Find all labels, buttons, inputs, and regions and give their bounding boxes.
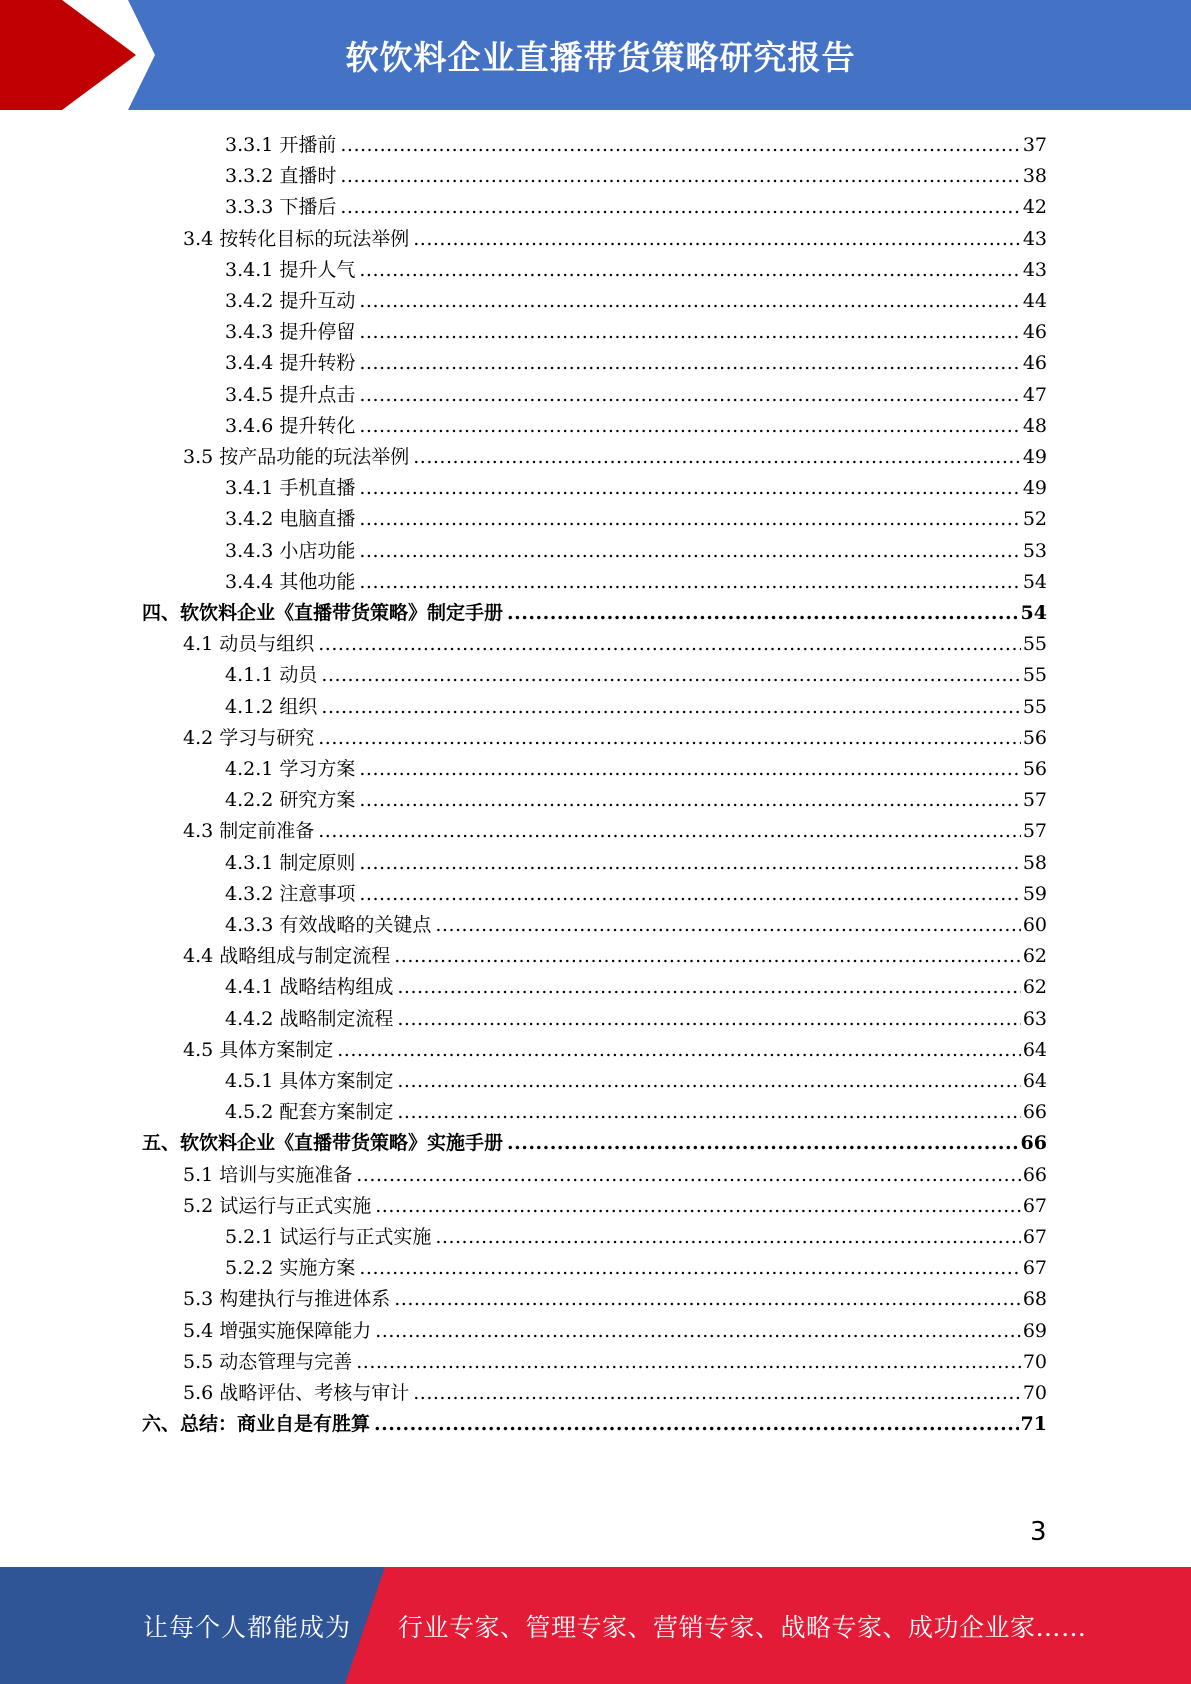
toc-dot-leader: [359, 881, 1020, 907]
toc-entry-page-number: 55: [1022, 664, 1047, 687]
footer-slogan-roles: 行业专家、管理专家、营销专家、战略专家、成功企业家……: [398, 1612, 1087, 1642]
toc-entry-label: 3.4.1 手机直播: [225, 477, 356, 500]
toc-entry-label: 4.3.2 注意事项: [225, 882, 356, 905]
toc-entry[interactable]: [183, 1313, 1047, 1344]
toc-entry-label: 3.4.4 提升转粉: [225, 352, 356, 375]
toc-entry[interactable]: [225, 845, 1047, 876]
toc-entry[interactable]: [225, 533, 1047, 564]
toc-entry-page-number: 70: [1022, 1382, 1047, 1404]
toc-entry[interactable]: [183, 439, 1047, 470]
toc-dot-leader: [359, 569, 1020, 595]
toc-entry-page-number: 46: [1022, 352, 1047, 375]
toc-dot-leader: [375, 1318, 1021, 1344]
toc-entry-page-number: 37: [1022, 134, 1047, 156]
toc-entry-page-number: 54: [1020, 602, 1047, 624]
toc-entry-page-number: 46: [1022, 321, 1047, 344]
toc-dot-leader: [340, 194, 1020, 220]
toc-entry[interactable]: [183, 813, 1047, 844]
header-bar: [0, 0, 1191, 110]
toc-dot-leader: [394, 943, 1021, 969]
toc-entry[interactable]: [225, 751, 1047, 782]
toc-entry[interactable]: [225, 314, 1047, 345]
toc-dot-leader: [359, 382, 1020, 408]
toc-dot-leader: [318, 818, 1021, 844]
toc-dot-leader: [359, 538, 1020, 564]
toc-dot-leader: [359, 319, 1020, 345]
toc-dot-leader: [394, 1286, 1021, 1312]
toc-entry[interactable]: [225, 1219, 1047, 1250]
toc-entry-label: 3.3.3 下播后: [225, 196, 337, 219]
toc-entry-page-number: 44: [1022, 290, 1047, 312]
toc-entry[interactable]: [142, 1125, 1047, 1156]
page-number: 3: [1030, 1517, 1047, 1547]
toc-entry-page-number: 68: [1022, 1288, 1047, 1311]
toc-entry-label: 六、总结：商业自是有胜算: [142, 1413, 371, 1436]
toc-entry-page-number: 58: [1022, 851, 1047, 874]
toc-entry-label: 5.1 培训与实施准备: [183, 1163, 353, 1186]
toc-entry-page-number: 60: [1022, 914, 1047, 936]
toc-entry[interactable]: [225, 657, 1047, 688]
toc-dot-leader: [359, 1255, 1020, 1281]
toc-entry-label: 4.5.2 配套方案制定: [225, 1101, 394, 1124]
toc-entry[interactable]: [225, 252, 1047, 283]
toc-entry-label: 四、软饮料企业《直播带货策略》制定手册: [142, 602, 504, 624]
toc-entry[interactable]: [225, 127, 1047, 158]
toc-entry-page-number: 54: [1022, 570, 1047, 593]
toc-entry-label: 3.4.1 提升人气: [225, 258, 356, 281]
toc-dot-leader: [340, 132, 1020, 158]
toc-entry[interactable]: [225, 377, 1047, 408]
toc-entry-label: 4.3 制定前准备: [183, 820, 315, 843]
toc-entry[interactable]: [183, 720, 1047, 751]
toc-entry[interactable]: [225, 1001, 1047, 1032]
toc-dot-leader: [359, 350, 1020, 376]
toc-entry-label: 5.3 构建执行与推进体系: [183, 1288, 391, 1311]
toc-dot-leader: [359, 475, 1020, 501]
toc-entry-label: 4.4 战略组成与制定流程: [183, 945, 391, 968]
toc-entry-label: 五、软饮料企业《直播带货策略》实施手册: [142, 1132, 504, 1155]
toc-entry-label: 5.2 试运行与正式实施: [183, 1194, 372, 1217]
toc-entry-label: 3.4.2 电脑直播: [225, 508, 356, 531]
toc-entry[interactable]: [183, 1281, 1047, 1312]
toc-entry-label: 3.4.6 提升转化: [225, 414, 356, 437]
toc-entry[interactable]: [225, 345, 1047, 376]
toc-entry-label: 3.4.5 提升点击: [225, 383, 356, 406]
toc-entry[interactable]: [183, 1344, 1047, 1375]
toc-entry-page-number: 69: [1022, 1319, 1047, 1342]
toc-dot-leader: [321, 694, 1020, 720]
toc-entry-page-number: 52: [1022, 508, 1047, 531]
toc-entry[interactable]: [225, 501, 1047, 532]
toc-entry-label: 4.2.2 研究方案: [225, 789, 356, 812]
toc-dot-leader: [356, 1349, 1021, 1375]
toc-entry-page-number: 63: [1022, 1007, 1047, 1030]
toc-entry-label: 5.2.2 实施方案: [225, 1257, 356, 1280]
toc-entry-label: 3.4.3 提升停留: [225, 321, 356, 344]
toc-entry-page-number: 43: [1022, 227, 1047, 250]
toc-dot-leader: [359, 850, 1020, 876]
toc-dot-leader: [359, 257, 1020, 283]
toc-entry-label: 5.5 动态管理与完善: [183, 1350, 353, 1373]
toc-dot-leader: [318, 725, 1021, 751]
toc-entry-page-number: 66: [1022, 1101, 1047, 1124]
toc-entry-page-number: 62: [1022, 976, 1047, 999]
toc-entry-page-number: 56: [1022, 758, 1047, 780]
toc-entry[interactable]: [142, 1406, 1047, 1437]
toc-entry-label: 4.2.1 学习方案: [225, 758, 356, 780]
toc-dot-leader: [359, 413, 1020, 439]
toc-dot-leader: [397, 1006, 1020, 1032]
toc-entry-page-number: 59: [1022, 882, 1047, 905]
toc-dot-leader: [359, 288, 1020, 314]
toc-dot-leader: [318, 631, 1021, 657]
toc-entry[interactable]: [183, 1375, 1047, 1406]
toc-entry-page-number: 48: [1022, 414, 1047, 437]
toc-entry[interactable]: [225, 907, 1047, 938]
toc-entry-label: 4.4.2 战略制定流程: [225, 1007, 394, 1030]
toc-dot-leader: [507, 1130, 1019, 1156]
toc-entry-page-number: 67: [1022, 1226, 1047, 1248]
toc-entry-label: 3.3.2 直播时: [225, 165, 337, 188]
toc-entry-label: 4.5.1 具体方案制定: [225, 1070, 394, 1092]
toc-dot-leader: [321, 662, 1020, 688]
toc-entry-label: 4.3.1 制定原则: [225, 851, 356, 874]
toc-entry-page-number: 71: [1020, 1413, 1047, 1436]
footer-banner: [0, 1567, 1191, 1684]
toc-entry-page-number: 64: [1022, 1038, 1047, 1061]
toc-entry-page-number: 67: [1022, 1257, 1047, 1280]
toc-dot-leader: [375, 1193, 1021, 1219]
toc-entry-label: 4.1.1 动员: [225, 664, 318, 687]
toc-dot-leader: [413, 226, 1021, 252]
toc-entry[interactable]: [183, 221, 1047, 252]
toc-entry-label: 5.6 战略评估、考核与审计: [183, 1382, 410, 1404]
toc-entry-page-number: 55: [1022, 695, 1047, 718]
toc-entry-page-number: 56: [1022, 726, 1047, 749]
toc-entry-page-number: 49: [1022, 477, 1047, 500]
toc-dot-leader: [435, 912, 1020, 938]
toc-entry-label: 3.4.2 提升互动: [225, 290, 356, 312]
toc-entry-label: 4.4.1 战略结构组成: [225, 976, 394, 999]
toc-dot-leader: [337, 1037, 1021, 1063]
toc-entry-page-number: 67: [1022, 1194, 1047, 1217]
toc-entry-label: 3.5 按产品功能的玩法举例: [183, 446, 410, 468]
toc-entry-page-number: 55: [1022, 633, 1047, 656]
toc-dot-leader: [397, 974, 1020, 1000]
toc-entry[interactable]: [225, 189, 1047, 220]
toc-entry[interactable]: [225, 1063, 1047, 1094]
toc-entry[interactable]: [183, 1188, 1047, 1219]
toc-dot-leader: [356, 1162, 1021, 1188]
toc-entry-page-number: 62: [1022, 945, 1047, 968]
toc-entry[interactable]: [183, 1032, 1047, 1063]
toc-entry-label: 4.1 动员与组织: [183, 633, 315, 656]
footer-slogan-lead: 让每个人都能成为: [143, 1612, 352, 1642]
toc-entry[interactable]: [225, 1250, 1047, 1281]
toc-dot-leader: [435, 1224, 1020, 1250]
toc-entry-label: 4.1.2 组织: [225, 695, 318, 718]
toc-entry-page-number: 66: [1020, 1132, 1047, 1155]
toc-entry-page-number: 49: [1022, 446, 1047, 468]
toc-entry[interactable]: [225, 408, 1047, 439]
toc-dot-leader: [340, 163, 1020, 189]
document-title: 软饮料企业直播带货策略研究报告: [345, 37, 856, 77]
toc-entry-page-number: 64: [1022, 1070, 1047, 1092]
toc-dot-leader: [397, 1099, 1020, 1125]
toc-entry[interactable]: [142, 595, 1047, 626]
toc-entry[interactable]: [225, 470, 1047, 501]
toc-entry-page-number: 57: [1022, 820, 1047, 843]
toc-entry[interactable]: [225, 158, 1047, 189]
toc-entry-page-number: 53: [1022, 539, 1047, 562]
toc-entry-page-number: 47: [1022, 383, 1047, 406]
toc-entry[interactable]: [183, 938, 1047, 969]
toc-entry-label: 3.3.1 开播前: [225, 134, 337, 156]
toc-dot-leader: [397, 1068, 1020, 1094]
toc-entry-page-number: 57: [1022, 789, 1047, 812]
toc-entry-label: 3.4.3 小店功能: [225, 539, 356, 562]
toc-entry[interactable]: [225, 283, 1047, 314]
toc-entry-page-number: 43: [1022, 258, 1047, 281]
toc-entry[interactable]: [225, 969, 1047, 1000]
toc-entry-label: 3.4.4 其他功能: [225, 570, 356, 593]
toc-dot-leader: [359, 756, 1020, 782]
toc-dot-leader: [413, 1380, 1021, 1406]
toc-entry-label: 4.2 学习与研究: [183, 726, 315, 749]
toc-entry-label: 4.5 具体方案制定: [183, 1038, 334, 1061]
toc-entry-label: 5.4 增强实施保障能力: [183, 1319, 372, 1342]
toc-entry-label: 5.2.1 试运行与正式实施: [225, 1226, 432, 1248]
toc-entry[interactable]: [225, 689, 1047, 720]
toc-dot-leader: [359, 506, 1020, 532]
toc-entry-label: 3.4 按转化目标的玩法举例: [183, 227, 410, 250]
toc-entry-page-number: 66: [1022, 1163, 1047, 1186]
toc-dot-leader: [374, 1411, 1019, 1437]
toc-entry[interactable]: [225, 782, 1047, 813]
toc-entry-page-number: 38: [1022, 165, 1047, 188]
toc-entry[interactable]: [183, 626, 1047, 657]
toc-entry[interactable]: [225, 564, 1047, 595]
toc-entry-label: 4.3.3 有效战略的关键点: [225, 914, 432, 936]
toc-entry[interactable]: [183, 1157, 1047, 1188]
toc-dot-leader: [359, 787, 1020, 813]
toc-entry[interactable]: [225, 876, 1047, 907]
toc-entry-page-number: 42: [1022, 196, 1047, 219]
toc-entry-page-number: 70: [1022, 1350, 1047, 1373]
toc-dot-leader: [413, 444, 1021, 470]
toc-entry[interactable]: [225, 1094, 1047, 1125]
toc-dot-leader: [507, 600, 1019, 626]
